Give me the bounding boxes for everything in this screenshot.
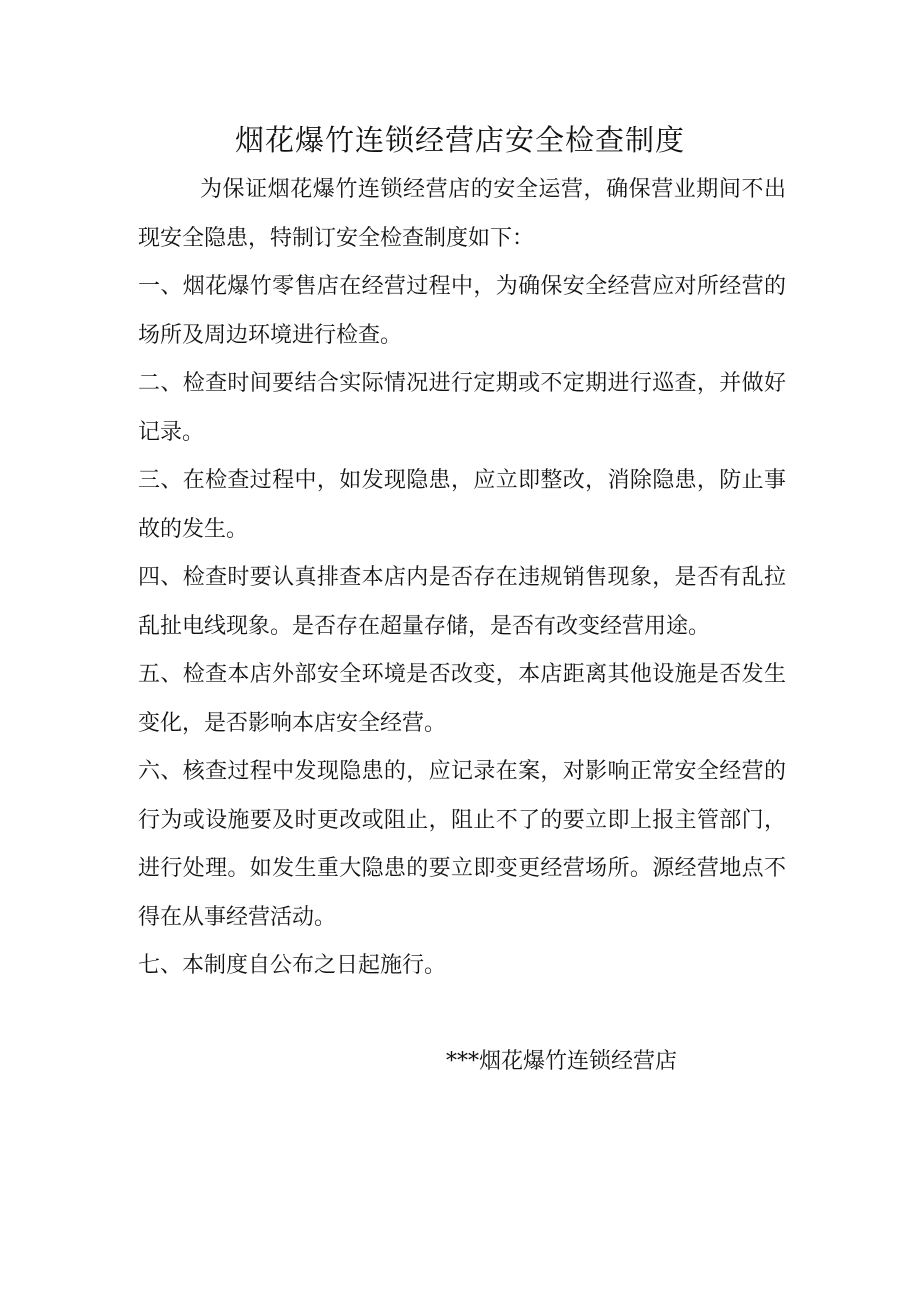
rule-item-5: 五、检查本店外部安全环境是否改变，本店距离其他设施是否发生变化，是否影响本店安全经营。	[138, 662, 786, 736]
rule-item-3: 三、在检查过程中，如发现隐患，应立即整改，消除隐患，防止事故的发生。	[138, 468, 786, 542]
rule-item-4: 四、检查时要认真排查本店内是否存在违规销售现象，是否有乱拉乱扯电线现象。是否存在超量存储，是否有改变经营用途。	[138, 565, 786, 639]
rule-item-7: 七、本制度自公布之日起施行。	[138, 953, 447, 978]
signature-line: ***烟花爆竹连锁经营店	[446, 1049, 678, 1074]
document-title: 烟花爆竹连锁经营店安全检查制度	[234, 123, 685, 157]
document-body	[138, 166, 786, 991]
rule-item-1: 一、烟花爆竹零售店在经营过程中，为确保安全经营应对所经营的场所及周边环境进行检查。	[138, 274, 786, 348]
rule-item-6: 六、核查过程中发现隐患的，应记录在案，对影响正常安全经营的行为或设施要及时更改或阻止，阻止不了的要立即上报主管部门，进行处理。如发生重大隐患的要立即变更经营场所。源经营地点不得在从事经营活动。	[138, 759, 786, 930]
rule-item-2: 二、检查时间要结合实际情况进行定期或不定期进行巡查，并做好记录。	[138, 371, 786, 445]
intro-paragraph: 为保证烟花爆竹连锁经营店的安全运营，确保营业期间不出现安全隐患，特制订安全检查制度如下：	[138, 177, 786, 251]
